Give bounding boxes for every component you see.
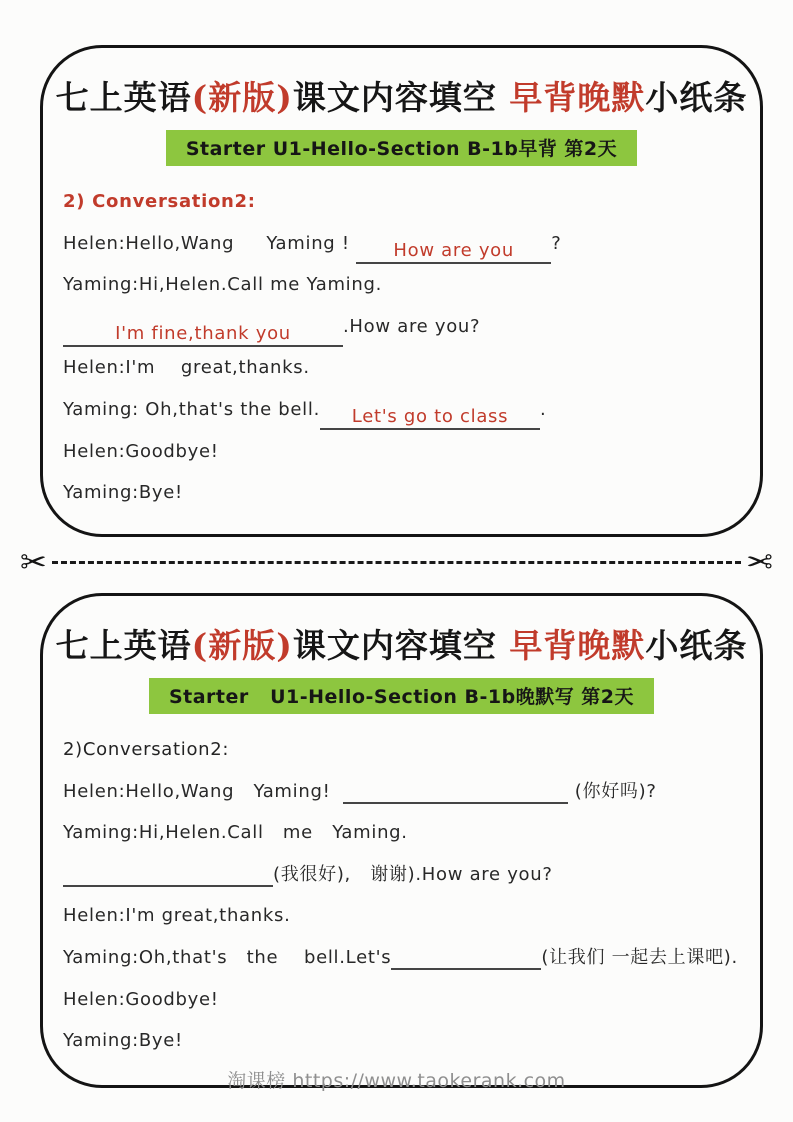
dialog-text: Yaming: Oh,that's the bell.	[63, 398, 320, 420]
scissors-icon: ✂	[20, 543, 47, 581]
dialog-text: (让我们 一起去上课吧).	[541, 946, 738, 968]
dialog-line	[63, 389, 760, 431]
lesson-banner: Starter U1-Hello-Section B-1b早背 第2天	[166, 130, 637, 166]
title-text: 七上英语	[55, 78, 192, 117]
dialog-line: Helen:Goodbye!	[63, 440, 219, 462]
blank-answer: How are you	[393, 239, 514, 261]
title-text-new-edition: (新版)	[191, 78, 293, 117]
dialog-morning	[63, 181, 760, 514]
slip-title	[43, 72, 760, 119]
banner-row	[43, 130, 760, 166]
dialog-line	[63, 854, 760, 896]
dialog-line: Yaming:Bye!	[63, 1030, 183, 1052]
title-text: 小纸条	[645, 626, 748, 665]
dialog-line: Yaming:Hi,Helen.Call me Yaming.	[63, 274, 383, 296]
dialog-text: .How are you?	[343, 315, 481, 337]
dialog-text: (你好吗)?	[568, 780, 657, 802]
dialog-text: Helen:Hello,Wang Yaming!	[63, 780, 344, 802]
scissors-icon: ✂	[746, 543, 773, 581]
blank-answer: Let's go to class	[351, 405, 509, 427]
title-text-morning-evening: 早背晚默	[509, 626, 646, 665]
fill-in-blank	[356, 237, 551, 264]
cut-line	[20, 542, 773, 582]
title-text: 小纸条	[645, 78, 748, 117]
dialog-line: Helen:I'm great,thanks.	[63, 357, 310, 379]
title-text: 课文内容填空	[292, 78, 510, 117]
title-text-morning-evening: 早背晚默	[509, 78, 646, 117]
site-credit: 淘课榜 https://www.taokerank.com	[227, 1070, 566, 1092]
conversation-heading: 2) Conversation2:	[63, 191, 256, 212]
dialog-line	[63, 771, 760, 813]
dialog-evening	[63, 729, 760, 1062]
blank-answer: I'm fine,thank you	[115, 322, 291, 344]
dialog-text: Helen:Hello,Wang Yaming !	[63, 232, 357, 254]
banner-row	[43, 678, 760, 714]
dialog-line	[63, 937, 760, 979]
dialog-text: ?	[551, 232, 562, 254]
fill-in-blank	[63, 320, 343, 347]
dashed-cut-line	[52, 561, 741, 564]
conversation-heading: 2)Conversation2:	[63, 739, 230, 760]
worksheet-slip-evening	[40, 593, 763, 1088]
dialog-line	[63, 223, 760, 265]
fill-in-blank	[320, 403, 540, 430]
dialog-text: .	[540, 398, 547, 420]
title-text: 七上英语	[55, 626, 192, 665]
dialog-line: Helen:Goodbye!	[63, 988, 219, 1010]
dialog-line: Yaming:Hi,Helen.Call me Yaming.	[63, 822, 408, 844]
dialog-text: (我很好), 谢谢).How are you?	[273, 863, 553, 885]
dialog-line: Yaming:Bye!	[63, 482, 183, 504]
fill-in-blank	[391, 943, 541, 970]
worksheet-slip-morning	[40, 45, 763, 537]
dialog-text: Yaming:Oh,that's the bell.Let's	[63, 946, 392, 968]
slip-title	[43, 620, 760, 667]
dialog-line: Helen:I'm great,thanks.	[63, 905, 291, 927]
fill-in-blank	[63, 860, 273, 887]
title-text-new-edition: (新版)	[191, 626, 293, 665]
fill-in-blank	[343, 777, 568, 804]
lesson-banner: Starter U1-Hello-Section B-1b晚默写 第2天	[149, 678, 654, 714]
title-text: 课文内容填空	[292, 626, 510, 665]
dialog-line	[63, 306, 760, 348]
